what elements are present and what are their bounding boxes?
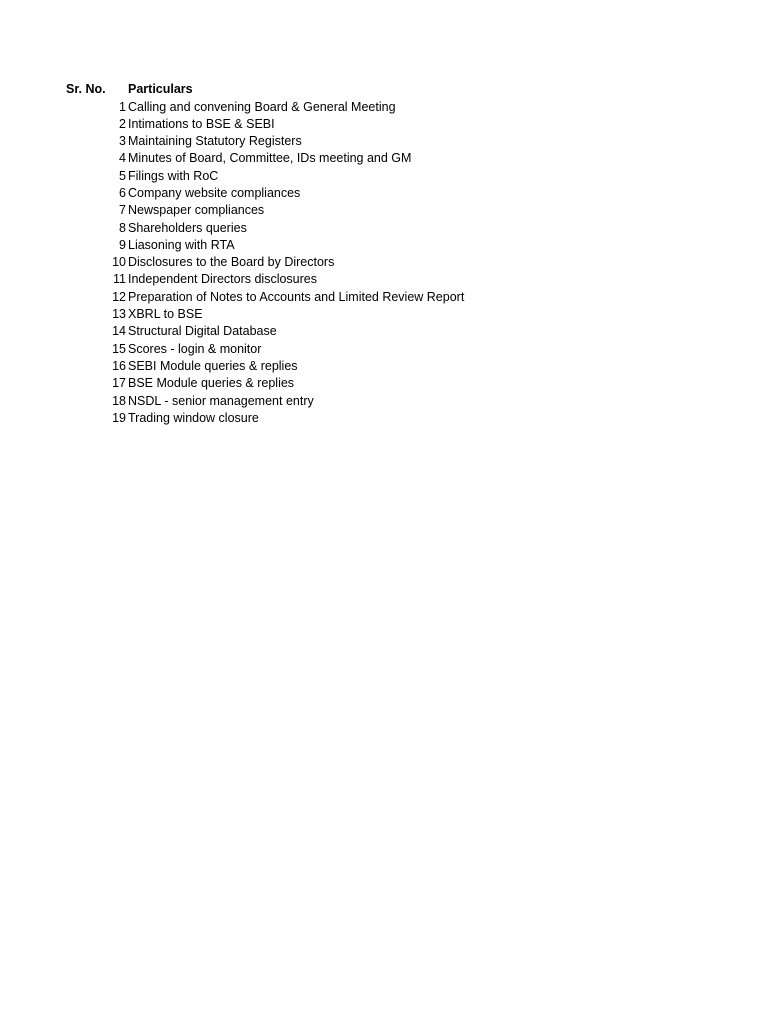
- row-particular: Minutes of Board, Committee, IDs meeting and GM: [128, 151, 412, 166]
- table-row: [0, 342, 768, 359]
- row-particular: Intimations to BSE & SEBI: [128, 116, 275, 131]
- row-particular: Shareholders queries: [128, 220, 247, 235]
- row-particular: Disclosures to the Board by Directors: [128, 255, 335, 270]
- row-number: 5: [119, 168, 126, 183]
- row-number: 17: [112, 376, 126, 391]
- row-number: 10: [112, 255, 126, 270]
- row-particular: Calling and convening Board & General Meeting: [128, 99, 396, 114]
- table-row: [0, 324, 768, 341]
- table-row: [0, 359, 768, 376]
- table-row: [0, 134, 768, 151]
- row-number: 9: [119, 237, 126, 252]
- row-number: 13: [112, 307, 126, 322]
- table-row: [0, 151, 768, 168]
- row-particular: Filings with RoC: [128, 168, 219, 183]
- row-particular: SEBI Module queries & replies: [128, 358, 298, 373]
- table-row: [0, 100, 768, 117]
- row-particular: Preparation of Notes to Accounts and Limited Review Report: [128, 289, 465, 304]
- row-particular: Liasoning with RTA: [128, 237, 235, 252]
- header-particulars: Particulars: [128, 82, 193, 96]
- row-number: 18: [112, 393, 126, 408]
- row-number: 4: [119, 151, 126, 166]
- header-sr-no: Sr. No.: [66, 82, 106, 96]
- table-row: [0, 272, 768, 289]
- row-particular: Structural Digital Database: [128, 324, 277, 339]
- row-number: 2: [119, 116, 126, 131]
- table-row: [0, 117, 768, 134]
- row-number: 12: [112, 289, 126, 304]
- table-header: [0, 82, 768, 99]
- table-row: [0, 186, 768, 203]
- row-number: 1: [119, 99, 126, 114]
- row-number: 19: [112, 410, 126, 425]
- row-number: 14: [112, 324, 126, 339]
- table-row: [0, 169, 768, 186]
- table-row: [0, 203, 768, 220]
- row-number: 3: [119, 134, 126, 149]
- row-particular: Newspaper compliances: [128, 203, 265, 218]
- table-row: [0, 376, 768, 393]
- row-number: 16: [112, 358, 126, 373]
- row-particular: Trading window closure: [128, 410, 259, 425]
- row-number: 11: [113, 272, 126, 287]
- table-row: [0, 411, 768, 428]
- row-number: 7: [119, 203, 126, 218]
- row-particular: Company website compliances: [128, 185, 301, 200]
- table-row: [0, 307, 768, 324]
- table-row: [0, 290, 768, 307]
- row-number: 8: [119, 220, 126, 235]
- row-number: 15: [112, 341, 126, 356]
- row-number: 6: [119, 185, 126, 200]
- row-particular: Maintaining Statutory Registers: [128, 134, 302, 149]
- table-row: [0, 255, 768, 272]
- row-particular: BSE Module queries & replies: [128, 376, 295, 391]
- table-row: [0, 221, 768, 238]
- row-particular: NSDL - senior management entry: [128, 393, 314, 408]
- table-row: [0, 238, 768, 255]
- table-body: [0, 100, 768, 429]
- row-particular: Independent Directors disclosures: [128, 272, 317, 287]
- row-particular: XBRL to BSE: [128, 307, 203, 322]
- row-particular: Scores - login & monitor: [128, 341, 262, 356]
- table-row: [0, 394, 768, 411]
